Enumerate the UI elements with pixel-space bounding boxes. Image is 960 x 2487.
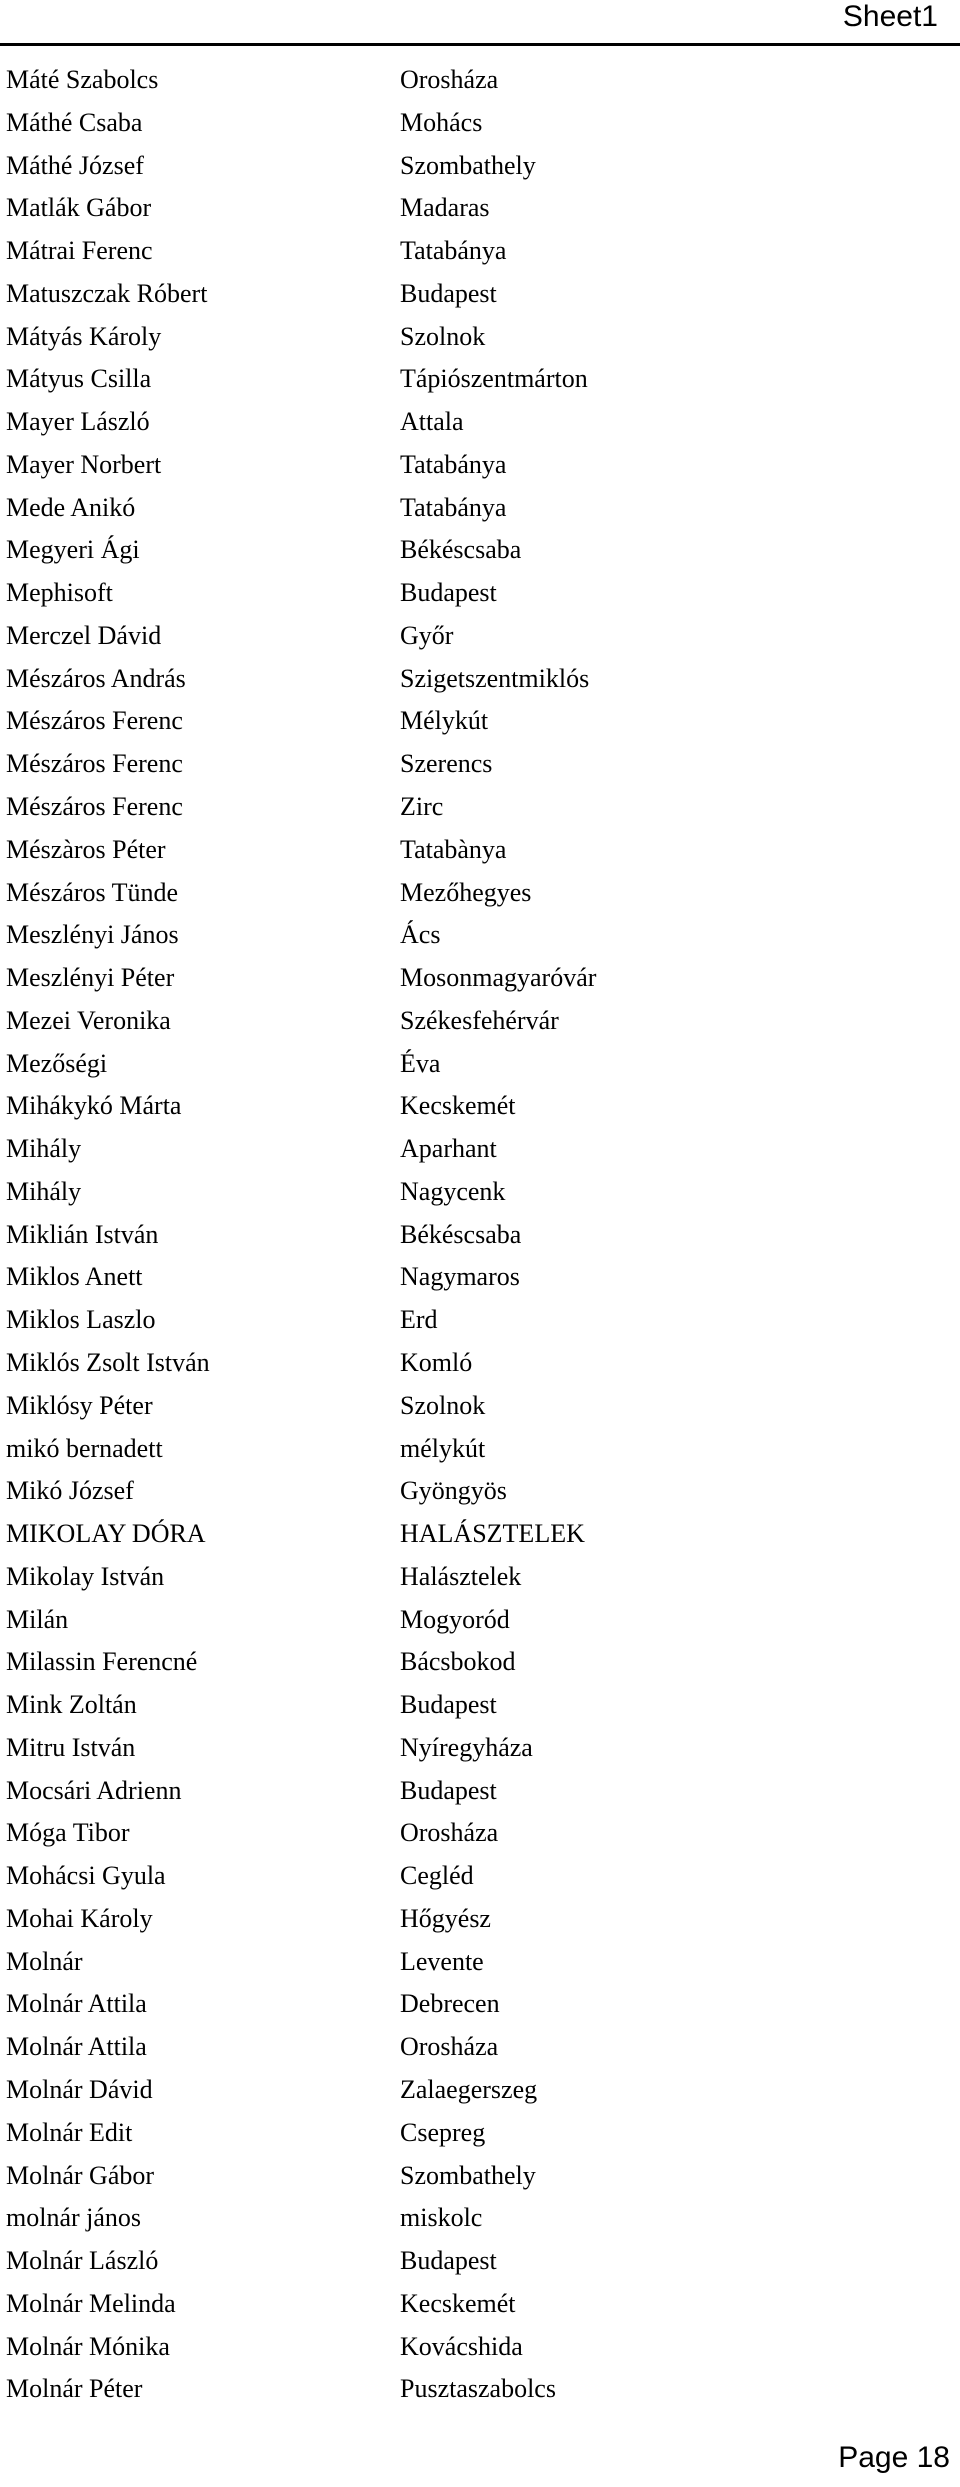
city-cell: Bácsbokod bbox=[400, 1647, 516, 1677]
city-cell: Éva bbox=[400, 1048, 441, 1078]
city-cell: Nagycenk bbox=[400, 1176, 506, 1206]
city-cell: Budapest bbox=[400, 1775, 497, 1805]
city-cell: Szolnok bbox=[400, 321, 486, 351]
table-row bbox=[6, 1217, 946, 1260]
table-row bbox=[6, 1858, 946, 1901]
table-row bbox=[6, 2286, 946, 2329]
city-cell: Debrecen bbox=[400, 1989, 500, 2019]
name-cell: Máthé Csaba bbox=[6, 107, 143, 137]
table-row bbox=[6, 875, 946, 918]
name-cell: Móga Tibor bbox=[6, 1818, 130, 1848]
table-row bbox=[6, 661, 946, 704]
table-row bbox=[6, 361, 946, 404]
table-row bbox=[6, 276, 946, 319]
table-row bbox=[6, 2115, 946, 2158]
name-cell: Molnár Dávid bbox=[6, 2074, 153, 2104]
city-cell: mélykút bbox=[400, 1433, 486, 1463]
table-row bbox=[6, 575, 946, 618]
table-row bbox=[6, 1944, 946, 1987]
table-row bbox=[6, 148, 946, 191]
name-cell: Matlák Gábor bbox=[6, 193, 152, 223]
table-row bbox=[6, 1259, 946, 1302]
table-row bbox=[6, 1773, 946, 1816]
city-cell: Madaras bbox=[400, 193, 490, 223]
table-row bbox=[6, 746, 946, 789]
city-cell: Pusztaszabolcs bbox=[400, 2374, 556, 2404]
city-cell: Tatabánya bbox=[400, 449, 507, 479]
name-cell: Meszlényi Péter bbox=[6, 963, 175, 993]
table-row bbox=[6, 1901, 946, 1944]
city-cell: Kecskemét bbox=[400, 2288, 516, 2318]
name-cell: Merczel Dávid bbox=[6, 620, 162, 650]
name-cell: Mayer Norbert bbox=[6, 449, 162, 479]
name-cell: Mohai Károly bbox=[6, 1903, 153, 1933]
table-row bbox=[6, 1644, 946, 1687]
name-cell: Miklós Zsolt István bbox=[6, 1347, 210, 1377]
name-cell: Molnár László bbox=[6, 2246, 159, 2276]
name-cell: Mihákykó Márta bbox=[6, 1091, 182, 1121]
city-cell: Ács bbox=[400, 920, 441, 950]
city-cell: Attala bbox=[400, 407, 464, 437]
city-cell: Orosháza bbox=[400, 65, 499, 94]
name-cell: Mitru István bbox=[6, 1732, 136, 1762]
city-cell: Budapest bbox=[400, 1690, 497, 1720]
city-cell: Gyöngyös bbox=[400, 1476, 507, 1506]
name-cell: MIKOLAY DÓRA bbox=[6, 1519, 206, 1549]
name-cell: Mocsári Adrienn bbox=[6, 1775, 182, 1805]
city-cell: HALÁSZTELEK bbox=[400, 1519, 585, 1549]
name-cell: Milán bbox=[6, 1604, 69, 1634]
city-cell: Halásztelek bbox=[400, 1561, 522, 1591]
name-cell: Mészáros Ferenc bbox=[6, 706, 183, 736]
name-cell: Molnár Gábor bbox=[6, 2160, 155, 2190]
table-row bbox=[6, 1473, 946, 1516]
city-cell: Békéscsaba bbox=[400, 535, 522, 565]
city-cell: Hőgyész bbox=[400, 1903, 491, 1933]
sheet-title: Sheet1 bbox=[842, 0, 938, 33]
name-cell: Máthé József bbox=[6, 150, 144, 180]
table-row bbox=[6, 1302, 946, 1345]
city-cell: Budapest bbox=[400, 278, 497, 308]
name-cell: Mikó József bbox=[6, 1476, 134, 1506]
name-cell: mikó bernadett bbox=[6, 1433, 163, 1463]
name-cell: Molnár Attila bbox=[6, 1989, 147, 2019]
table-row bbox=[6, 1687, 946, 1730]
city-cell: miskolc bbox=[400, 2203, 483, 2233]
table-row bbox=[6, 1986, 946, 2029]
table-row bbox=[6, 1730, 946, 1773]
name-cell: Molnár Edit bbox=[6, 2117, 133, 2147]
city-cell: Tatabánya bbox=[400, 236, 507, 266]
table-row bbox=[6, 2243, 946, 2286]
table-row bbox=[6, 1345, 946, 1388]
name-cell: Mészáros Tünde bbox=[6, 877, 179, 907]
name-cell: Mayer László bbox=[6, 407, 150, 437]
name-cell: Miklos Anett bbox=[6, 1262, 143, 1292]
name-cell: Meszlényi János bbox=[6, 920, 179, 950]
name-cell: Megyeri Ági bbox=[6, 535, 140, 565]
name-cell: Molnár Attila bbox=[6, 2032, 147, 2062]
name-cell: Mátyás Károly bbox=[6, 321, 162, 351]
name-cell: Molnár Péter bbox=[6, 2374, 143, 2404]
name-cell: Mátyus Csilla bbox=[6, 364, 152, 394]
city-cell: Mogyoród bbox=[400, 1604, 510, 1634]
table-row bbox=[6, 532, 946, 575]
city-cell: Orosháza bbox=[400, 2032, 499, 2062]
page-number: Page 18 bbox=[838, 2441, 950, 2474]
table-row bbox=[6, 832, 946, 875]
name-cell: Miklósy Péter bbox=[6, 1390, 153, 1420]
name-cell: Mészáros Ferenc bbox=[6, 749, 183, 779]
table-row bbox=[6, 1174, 946, 1217]
name-cell: Molnár bbox=[6, 1946, 83, 1976]
table-row bbox=[6, 319, 946, 362]
table-row bbox=[6, 105, 946, 148]
table-row bbox=[6, 960, 946, 1003]
name-cell: Molnár Melinda bbox=[6, 2288, 176, 2318]
table-row bbox=[6, 447, 946, 490]
table-row bbox=[6, 404, 946, 447]
name-cell: Mezei Veronika bbox=[6, 1005, 171, 1035]
name-cell: Mikolay István bbox=[6, 1561, 165, 1591]
table-row bbox=[6, 1815, 946, 1858]
city-cell: Budapest bbox=[400, 578, 497, 608]
name-cell: Mohácsi Gyula bbox=[6, 1861, 166, 1891]
city-cell: Zalaegerszeg bbox=[400, 2074, 538, 2104]
name-cell: Mészàros Péter bbox=[6, 834, 166, 864]
city-cell: Tatabànya bbox=[400, 834, 507, 864]
name-cell: Miklos Laszlo bbox=[6, 1305, 156, 1335]
data-table bbox=[6, 62, 946, 2414]
city-cell: Szombathely bbox=[400, 150, 536, 180]
table-row bbox=[6, 1431, 946, 1474]
name-cell: Mátrai Ferenc bbox=[6, 236, 153, 266]
table-row bbox=[6, 2029, 946, 2072]
table-row bbox=[6, 2158, 946, 2201]
table-row bbox=[6, 1388, 946, 1431]
name-cell: molnár jános bbox=[6, 2203, 142, 2233]
city-cell: Kecskemét bbox=[400, 1091, 516, 1121]
name-cell: Máté Szabolcs bbox=[6, 65, 159, 94]
table-row bbox=[6, 917, 946, 960]
table-row bbox=[6, 1516, 946, 1559]
city-cell: Levente bbox=[400, 1946, 484, 1976]
table-row bbox=[6, 2371, 946, 2414]
city-cell: Tápiószentmárton bbox=[400, 364, 588, 394]
name-cell: Mészáros András bbox=[6, 663, 186, 693]
name-cell: Mihály bbox=[6, 1134, 82, 1164]
header-divider bbox=[0, 43, 960, 46]
table-row bbox=[6, 789, 946, 832]
city-cell: Mohács bbox=[400, 107, 483, 137]
name-cell: Mink Zoltán bbox=[6, 1690, 137, 1720]
name-cell: Mezőségi bbox=[6, 1048, 108, 1078]
city-cell: Nyíregyháza bbox=[400, 1732, 533, 1762]
city-cell: Komló bbox=[400, 1347, 473, 1377]
city-cell: Szigetszentmiklós bbox=[400, 663, 590, 693]
city-cell: Cegléd bbox=[400, 1861, 474, 1891]
table-row bbox=[6, 62, 946, 105]
name-cell: Mephisoft bbox=[6, 578, 113, 608]
table-row bbox=[6, 1602, 946, 1645]
city-cell: Erd bbox=[400, 1305, 438, 1335]
table-row bbox=[6, 618, 946, 661]
city-cell: Szerencs bbox=[400, 749, 493, 779]
city-cell: Mosonmagyaróvár bbox=[400, 963, 597, 993]
name-cell: Milassin Ferencné bbox=[6, 1647, 198, 1677]
table-row bbox=[6, 233, 946, 276]
city-cell: Budapest bbox=[400, 2246, 497, 2276]
city-cell: Kovácshida bbox=[400, 2331, 523, 2361]
city-cell: Mezőhegyes bbox=[400, 877, 532, 907]
table-row bbox=[6, 2329, 946, 2372]
city-cell: Zirc bbox=[400, 792, 444, 822]
table-row bbox=[6, 1559, 946, 1602]
table-row bbox=[6, 2072, 946, 2115]
name-cell: Mihály bbox=[6, 1176, 82, 1206]
city-cell: Szolnok bbox=[400, 1390, 486, 1420]
name-cell: Matuszczak Róbert bbox=[6, 278, 208, 308]
name-cell: Mede Anikó bbox=[6, 492, 136, 522]
name-cell: Molnár Mónika bbox=[6, 2331, 170, 2361]
city-cell: Aparhant bbox=[400, 1134, 497, 1164]
city-cell: Nagymaros bbox=[400, 1262, 520, 1292]
name-cell: Mészáros Ferenc bbox=[6, 792, 183, 822]
city-cell: Szombathely bbox=[400, 2160, 536, 2190]
name-cell: Miklián István bbox=[6, 1219, 159, 1249]
city-cell: Csepreg bbox=[400, 2117, 486, 2147]
table-row bbox=[6, 703, 946, 746]
table-row bbox=[6, 1046, 946, 1089]
city-cell: Tatabánya bbox=[400, 492, 507, 522]
table-row bbox=[6, 2200, 946, 2243]
city-cell: Orosháza bbox=[400, 1818, 499, 1848]
table-row bbox=[6, 490, 946, 533]
city-cell: Győr bbox=[400, 620, 454, 650]
table-row bbox=[6, 190, 946, 233]
table-row bbox=[6, 1131, 946, 1174]
table-row bbox=[6, 1088, 946, 1131]
city-cell: Székesfehérvár bbox=[400, 1005, 559, 1035]
city-cell: Békéscsaba bbox=[400, 1219, 522, 1249]
city-cell: Mélykút bbox=[400, 706, 489, 736]
table-row bbox=[6, 1003, 946, 1046]
